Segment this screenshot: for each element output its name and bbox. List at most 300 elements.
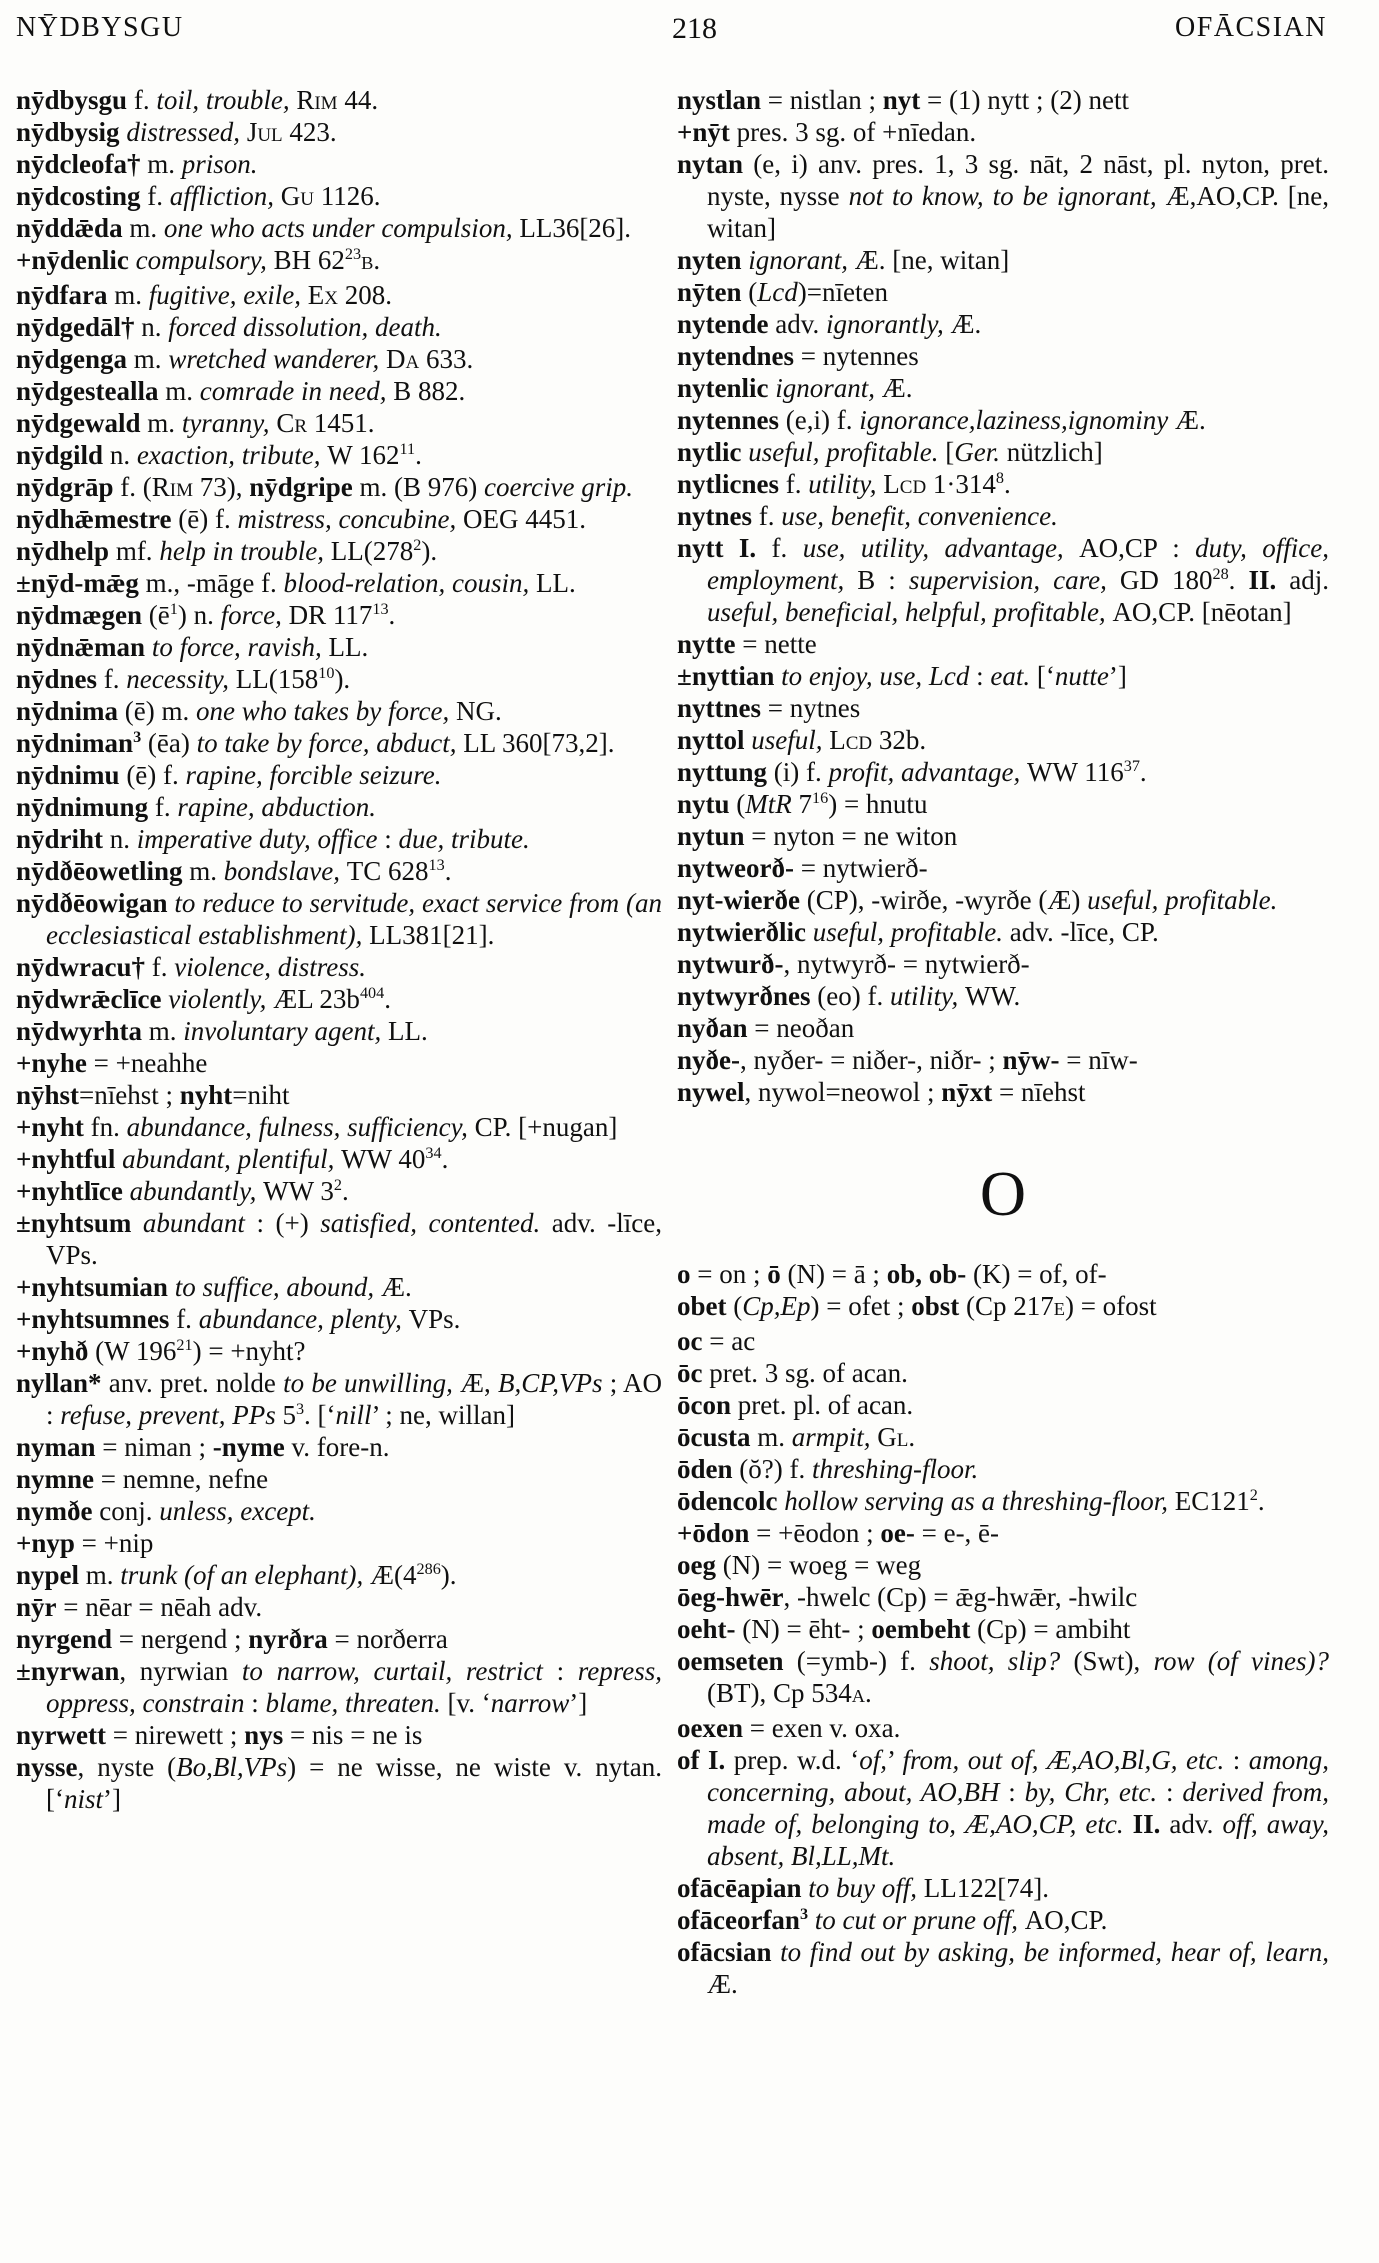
text-run: due, tribute. xyxy=(398,824,530,854)
text-run: mistress, concubine, xyxy=(237,504,463,534)
text-run: nutte xyxy=(1054,661,1109,691)
running-head-left: NȲDBYSGU xyxy=(16,12,184,43)
dictionary-entry xyxy=(677,372,1329,404)
text-run: nist xyxy=(63,1784,103,1814)
text-run: n. xyxy=(134,312,169,342)
text-run: Lcd xyxy=(883,469,927,499)
dictionary-entry xyxy=(16,311,662,343)
text-run: , nytwyrð- = nytwierð- xyxy=(783,949,1030,979)
text-run: = nīw- xyxy=(1059,1045,1138,1075)
text-run: : (+) xyxy=(244,1208,321,1238)
text-run: not to know, to be ignorant, xyxy=(848,181,1166,211)
text-run: m. xyxy=(750,1422,792,1452)
text-run: nytlicnes xyxy=(677,469,780,499)
dictionary-entry xyxy=(16,407,662,439)
text-run: nytwierðlic xyxy=(677,917,806,947)
text-run: LL. xyxy=(536,568,576,598)
text-run: Lcd xyxy=(829,725,873,755)
text-run: oemseten xyxy=(677,1646,784,1676)
text-run: (i) f. xyxy=(767,757,829,787)
text-run: nytweorð- xyxy=(677,853,794,883)
text-run: of, xyxy=(859,1745,888,1775)
text-run: Æ. xyxy=(950,309,982,339)
text-run: ignorant, xyxy=(775,373,882,403)
text-run: [‘ xyxy=(1030,661,1055,691)
text-run xyxy=(724,533,739,563)
text-run: = neoðan xyxy=(747,1013,855,1043)
text-run: Ex xyxy=(307,280,338,310)
text-run: nȳdbysgu xyxy=(16,85,128,115)
text-run: bondslave, xyxy=(223,856,347,886)
text-run: Gu xyxy=(280,181,315,211)
dictionary-entry xyxy=(677,468,1329,500)
text-run: nytenlic xyxy=(677,373,769,403)
text-run: m. xyxy=(182,856,224,886)
text-run: adv. xyxy=(768,309,826,339)
text-run: AO,CP : xyxy=(1079,533,1196,563)
dictionary-entry xyxy=(677,1549,1329,1581)
text-run: armpit, xyxy=(791,1422,878,1452)
text-run: coercive grip. xyxy=(484,472,633,502)
text-run: to find out by asking, be informed, hear of, learn, xyxy=(780,1937,1329,1967)
text-run: 7 xyxy=(791,789,813,819)
text-run: mf. xyxy=(109,536,160,566)
text-run: adv. xyxy=(1160,1809,1223,1839)
text-run: ofācsian xyxy=(677,1937,772,1967)
text-run: 11 xyxy=(399,440,416,458)
dictionary-entry xyxy=(16,180,662,212)
dictionary-entry xyxy=(677,308,1329,340)
text-run: f. xyxy=(779,469,809,499)
right-column-top-entries xyxy=(677,84,1329,1108)
text-run: WW. xyxy=(964,981,1021,1011)
text-columns xyxy=(16,84,1329,2000)
text-run: affliction, xyxy=(169,181,281,211)
text-run: Ger. xyxy=(954,437,1000,467)
text-run xyxy=(772,1937,781,1967)
text-run: threshing-floor. xyxy=(812,1454,979,1484)
text-run: nyrðra xyxy=(248,1624,328,1654)
text-run: nytennes xyxy=(677,405,780,435)
text-run: ignorantly, xyxy=(826,309,951,339)
text-run: blame, threaten. xyxy=(265,1688,441,1718)
dictionary-entry xyxy=(16,599,662,631)
page-number: 218 xyxy=(672,12,717,45)
text-run: prison. xyxy=(181,149,258,179)
dictionary-entry xyxy=(677,1076,1329,1108)
text-run: (ē) m. xyxy=(118,696,197,726)
dictionary-entry xyxy=(677,948,1329,980)
text-run: 2 xyxy=(1249,1486,1258,1504)
text-run: ōc xyxy=(677,1358,703,1388)
text-run: f. xyxy=(752,501,782,531)
text-run: ’] xyxy=(1108,661,1127,691)
text-run: LL36[26]. xyxy=(519,213,632,243)
text-run: VPs. xyxy=(408,1304,461,1334)
text-run: nytun xyxy=(677,821,745,851)
text-run: nyttol xyxy=(677,725,745,755)
text-run: E xyxy=(1053,1299,1065,1319)
text-run: m. xyxy=(142,1016,184,1046)
text-run: nȳdnes xyxy=(16,664,98,694)
dictionary-entry xyxy=(677,1872,1329,1904)
text-run: toil, trouble, xyxy=(156,85,297,115)
dictionary-entry xyxy=(677,1325,1329,1357)
text-run: ( xyxy=(726,1291,743,1321)
text-run: wretched wanderer, xyxy=(168,344,387,374)
text-run: : xyxy=(1224,1745,1249,1775)
dictionary-entry xyxy=(677,1421,1329,1453)
dictionary-entry xyxy=(677,884,1329,916)
text-run: to enjoy, use, Lcd xyxy=(781,661,970,691)
dictionary-entry xyxy=(677,1357,1329,1389)
text-run: nȳdnimung xyxy=(16,792,149,822)
text-run: . xyxy=(415,440,422,470)
dictionary-entry xyxy=(16,823,662,855)
text-run: conj. xyxy=(92,1496,160,1526)
text-run: 1126. xyxy=(314,181,381,211)
text-run: help in trouble, xyxy=(159,536,331,566)
text-run: LL. xyxy=(388,1016,428,1046)
text-run: repress, oppress, constrain xyxy=(46,1656,662,1718)
dictionary-entry xyxy=(16,887,662,951)
text-run xyxy=(129,245,136,275)
text-run: oc xyxy=(677,1326,703,1356)
text-run: nȳdwyrhta xyxy=(16,1016,143,1046)
text-run: (K) = of, of- xyxy=(966,1259,1107,1289)
dictionary-entry xyxy=(16,1495,662,1527)
text-run: NG. xyxy=(455,696,502,726)
dictionary-entry xyxy=(677,276,1329,308)
text-run: m. xyxy=(140,149,182,179)
text-run: useful, beneficial, helpful, profitable, xyxy=(707,597,1113,627)
dictionary-entry xyxy=(677,532,1329,628)
text-run: nȳten xyxy=(677,277,742,307)
text-run xyxy=(168,1272,175,1302)
dictionary-entry xyxy=(16,1559,662,1591)
dictionary-entry xyxy=(16,983,662,1015)
text-run: Cp,Ep xyxy=(742,1291,811,1321)
text-run: supervision, care, xyxy=(908,565,1120,595)
text-run: ). xyxy=(421,536,438,566)
text-run xyxy=(1124,1809,1133,1839)
text-run: : xyxy=(1157,1777,1183,1807)
text-run: ōeg-hwēr xyxy=(677,1582,784,1612)
text-run: (CP), -wirðe, -wyrðe (Æ) xyxy=(799,885,1088,915)
dictionary-entry xyxy=(677,1904,1329,1936)
dictionary-entry xyxy=(677,820,1329,852)
text-run: nyttung xyxy=(677,757,768,787)
text-run: A xyxy=(851,1686,866,1706)
text-run: to force, ravish, xyxy=(151,632,329,662)
text-run: m. xyxy=(79,1560,121,1590)
text-run: v. fore-n. xyxy=(284,1432,390,1462)
dictionary-entry xyxy=(16,951,662,983)
right-column xyxy=(677,84,1329,2000)
dictionary-entry xyxy=(677,916,1329,948)
text-run: 73), xyxy=(193,472,250,502)
dictionary-entry xyxy=(16,116,662,148)
text-run: 1·314 xyxy=(926,469,996,499)
text-run: ) = +nyht? xyxy=(192,1336,306,1366)
text-run: nymne xyxy=(16,1464,95,1494)
text-run: I. xyxy=(738,533,757,563)
text-run: 3 xyxy=(133,728,142,746)
text-run: m. xyxy=(158,376,200,406)
running-head-right: OFĀCSIAN xyxy=(1174,12,1327,43)
text-run: 633. xyxy=(419,344,474,374)
text-run: (ē) f. xyxy=(171,504,238,534)
dictionary-entry xyxy=(677,116,1329,148)
text-run: m. xyxy=(122,213,164,243)
text-run: oembeht xyxy=(871,1614,971,1644)
text-run: nȳdcosting xyxy=(16,181,141,211)
text-run: by, Chr, etc. xyxy=(1024,1777,1158,1807)
text-run: +nyhtful xyxy=(16,1144,116,1174)
text-run: prep. w.d. ‘ xyxy=(725,1745,860,1775)
text-run: trunk (of an elephant), xyxy=(120,1560,370,1590)
text-run: . xyxy=(1228,565,1249,595)
text-run: = nyton = ne witon xyxy=(744,821,958,851)
text-run: nützlich] xyxy=(1000,437,1103,467)
dictionary-entry xyxy=(677,980,1329,1012)
text-run: refuse, prevent, PPs xyxy=(60,1400,276,1430)
text-run: to cut or prune off, xyxy=(814,1905,1025,1935)
text-run: . xyxy=(444,856,452,886)
text-run: ōdencolc xyxy=(677,1486,778,1516)
dictionary-entry xyxy=(16,343,662,375)
dictionary-entry xyxy=(16,148,662,180)
dictionary-entry xyxy=(677,1389,1329,1421)
text-run: nyðan xyxy=(677,1013,748,1043)
text-run: =nīehst ; xyxy=(79,1080,180,1110)
text-run: to buy off, xyxy=(808,1873,924,1903)
dictionary-entry xyxy=(16,1591,662,1623)
text-run: nȳdniman xyxy=(16,728,134,758)
text-run: m. xyxy=(127,344,169,374)
text-run: nȳdcleofa† xyxy=(16,149,141,179)
text-run: LL. xyxy=(328,632,369,662)
text-run: ) = hnutu xyxy=(828,789,928,819)
text-run: (ŏ?) f. xyxy=(732,1454,812,1484)
text-run: off, away, absent, Bl,LL,Mt. xyxy=(707,1809,1329,1871)
text-run: ) = ofet ; xyxy=(810,1291,912,1321)
text-run: force, xyxy=(220,600,289,630)
text-run: +nyhtsumnes xyxy=(16,1304,170,1334)
dictionary-entry xyxy=(677,660,1329,692)
dictionary-entry xyxy=(16,567,662,599)
text-run: to be unwilling, xyxy=(283,1368,461,1398)
text-run: nȳdgewald xyxy=(16,408,141,438)
text-run: = (1) nytt ; (2) nett xyxy=(920,85,1129,115)
text-run: nȳdfara xyxy=(16,280,108,310)
text-run: +nyhe xyxy=(16,1048,87,1078)
text-run: nytt xyxy=(677,533,724,563)
text-run: abundance, plenty, xyxy=(198,1304,409,1334)
dictionary-entry xyxy=(677,724,1329,756)
text-run: Jul xyxy=(246,117,283,147)
text-run: = exen v. oxa. xyxy=(742,1713,901,1743)
dictionary-entry xyxy=(677,1581,1329,1613)
text-run: = nis = ne is xyxy=(283,1720,423,1750)
text-run: +nyp xyxy=(16,1528,75,1558)
text-run: ofāceorfan xyxy=(677,1905,800,1935)
text-run: m. xyxy=(140,408,182,438)
text-run xyxy=(145,632,152,662)
text-run: nȳdnima xyxy=(16,696,119,726)
text-run: duty, office, employment, xyxy=(707,533,1329,595)
text-run: 10 xyxy=(318,664,335,682)
text-run: LL(158 xyxy=(235,664,319,694)
text-run: ). xyxy=(440,1560,457,1590)
text-run: one who takes by force, xyxy=(196,696,456,726)
text-run: (e, i) anv. pres. 1, 3 sg. nāt, 2 nāst, pl. nyton, pret. nyste, nysse xyxy=(707,149,1329,211)
text-run: ; AO : xyxy=(46,1368,662,1430)
text-run: of xyxy=(677,1745,700,1775)
text-run: nill xyxy=(335,1400,372,1430)
text-run: nyrgend xyxy=(16,1624,113,1654)
text-run: : xyxy=(244,1688,266,1718)
text-run: fugitive, exile, xyxy=(148,280,308,310)
text-run: 2 xyxy=(413,536,422,554)
text-run: nypel xyxy=(16,1560,80,1590)
text-run: ). xyxy=(334,664,351,694)
text-run: . xyxy=(384,984,391,1014)
text-run: 3 xyxy=(799,1905,809,1923)
text-run: II. xyxy=(1132,1809,1161,1839)
text-run: nytte xyxy=(677,629,736,659)
text-run: +nyhtlīce xyxy=(16,1176,123,1206)
text-run: ’ xyxy=(887,1745,903,1775)
text-run: +nȳdenlic xyxy=(16,245,129,275)
text-run: nȳdhǣmestre xyxy=(16,504,172,534)
dictionary-entry xyxy=(677,1936,1329,2000)
dictionary-entry xyxy=(16,1655,662,1719)
text-run: W 162 xyxy=(327,440,400,470)
text-run: nȳw- xyxy=(1002,1045,1060,1075)
text-run: nytu xyxy=(677,789,730,819)
text-run: adv. -līce, CP. xyxy=(1002,917,1159,947)
text-run: compulsory, xyxy=(135,245,274,275)
text-run: nȳdgild xyxy=(16,440,104,470)
text-run: . [‘ xyxy=(304,1400,336,1430)
dictionary-entry xyxy=(16,1527,662,1559)
text-run: WW 3 xyxy=(263,1176,334,1206)
text-run: to take by force, abduct, xyxy=(196,728,464,758)
text-run: Rim xyxy=(296,85,338,115)
dictionary-entry xyxy=(16,1303,662,1335)
text-run: =niht xyxy=(232,1080,290,1110)
text-run: = nette xyxy=(735,629,817,659)
text-run: AO,CP. xyxy=(1024,1905,1108,1935)
text-run: utility, xyxy=(808,469,884,499)
text-run: nyttnes xyxy=(677,693,762,723)
text-run: pret. pl. of acan. xyxy=(731,1390,914,1420)
text-run: (ē) f. xyxy=(119,760,186,790)
text-run: (e,i) f. xyxy=(779,405,860,435)
text-run: = nēar = nēah adv. xyxy=(56,1592,263,1622)
text-run: comrade in need, xyxy=(199,376,394,406)
text-run: tyranny, xyxy=(181,408,277,438)
text-run: abundance, fulness, sufficiency, xyxy=(126,1112,475,1142)
text-run: (W 196 xyxy=(88,1336,177,1366)
text-run: . xyxy=(1004,469,1011,499)
text-run: useful, profitable. xyxy=(812,917,1003,947)
dictionary-entry xyxy=(16,1463,662,1495)
text-run: 44. xyxy=(337,85,379,115)
text-run: AO,CP. [nēotan] xyxy=(1112,597,1292,627)
text-run: abundantly, xyxy=(129,1176,264,1206)
text-run xyxy=(131,1208,143,1238)
text-run: m. xyxy=(107,280,149,310)
text-run: 34 xyxy=(425,1144,442,1162)
text-run: useful, profitable. xyxy=(1087,885,1278,915)
text-run: nȳdhelp xyxy=(16,536,110,566)
dictionary-entry xyxy=(677,244,1329,276)
text-run: 5 xyxy=(275,1400,296,1430)
dictionary-entry xyxy=(16,244,662,279)
text-run: nȳxt xyxy=(941,1077,993,1107)
dictionary-entry xyxy=(16,1271,662,1303)
dictionary-entry xyxy=(16,439,662,471)
text-run: nysse xyxy=(16,1752,78,1782)
text-run: ÆL 23b xyxy=(273,984,360,1014)
text-run: n. xyxy=(103,824,137,854)
text-run: : xyxy=(999,1777,1025,1807)
text-run: hollow serving as a threshing-floor, xyxy=(784,1486,1175,1516)
text-run: nytende xyxy=(677,309,769,339)
text-run: . xyxy=(341,1176,349,1206)
text-run: nȳdwracu† xyxy=(16,952,146,982)
text-run: oexen xyxy=(677,1713,743,1743)
text-run: ±nyrwan xyxy=(16,1656,120,1686)
text-run: Æ. xyxy=(1174,405,1206,435)
text-run: nytlic xyxy=(677,437,742,467)
text-run: , -hwelc (Cp) = ǣg-hwǣr, -hwilc xyxy=(783,1582,1138,1612)
text-run: = nytennes xyxy=(794,341,919,371)
dictionary-entry xyxy=(16,791,662,823)
right-column-o-entries xyxy=(677,1258,1329,2000)
text-run: row (of vines)? xyxy=(1153,1646,1329,1676)
text-run: o xyxy=(677,1259,691,1289)
text-run: nȳddǣda xyxy=(16,213,123,243)
text-run: nȳdgrāp xyxy=(16,472,114,502)
text-run: : xyxy=(377,824,399,854)
text-run: m., -māge f. xyxy=(138,568,284,598)
text-run: ( xyxy=(729,789,746,819)
text-run: , nyðer- = niðer-, niðr- ; xyxy=(740,1045,1003,1075)
dictionary-entry xyxy=(677,788,1329,820)
dictionary-entry xyxy=(677,340,1329,372)
text-run: profit, advantage, xyxy=(828,757,1027,787)
text-run: (N) = ēht- ; xyxy=(735,1614,872,1644)
text-run: to narrow, curtail, restrict xyxy=(241,1656,543,1686)
text-run: +nyhtsumian xyxy=(16,1272,168,1302)
text-run: nȳdðēowetling xyxy=(16,856,183,886)
text-run: ±nyttian xyxy=(677,661,775,691)
text-run: = nergend ; xyxy=(112,1624,249,1654)
text-run: to suffice, abound, xyxy=(174,1272,381,1302)
text-run: nȳdmægen xyxy=(16,600,143,630)
text-run: nytwurð- xyxy=(677,949,784,979)
text-run: CP. [+nugan] xyxy=(474,1112,618,1142)
text-run: nyllan* xyxy=(16,1368,102,1398)
text-run: 404 xyxy=(359,984,385,1002)
text-run: nymðe xyxy=(16,1496,93,1526)
text-run: LL(278 xyxy=(330,536,414,566)
dictionary-entry xyxy=(677,148,1329,244)
dictionary-entry xyxy=(16,1111,662,1143)
